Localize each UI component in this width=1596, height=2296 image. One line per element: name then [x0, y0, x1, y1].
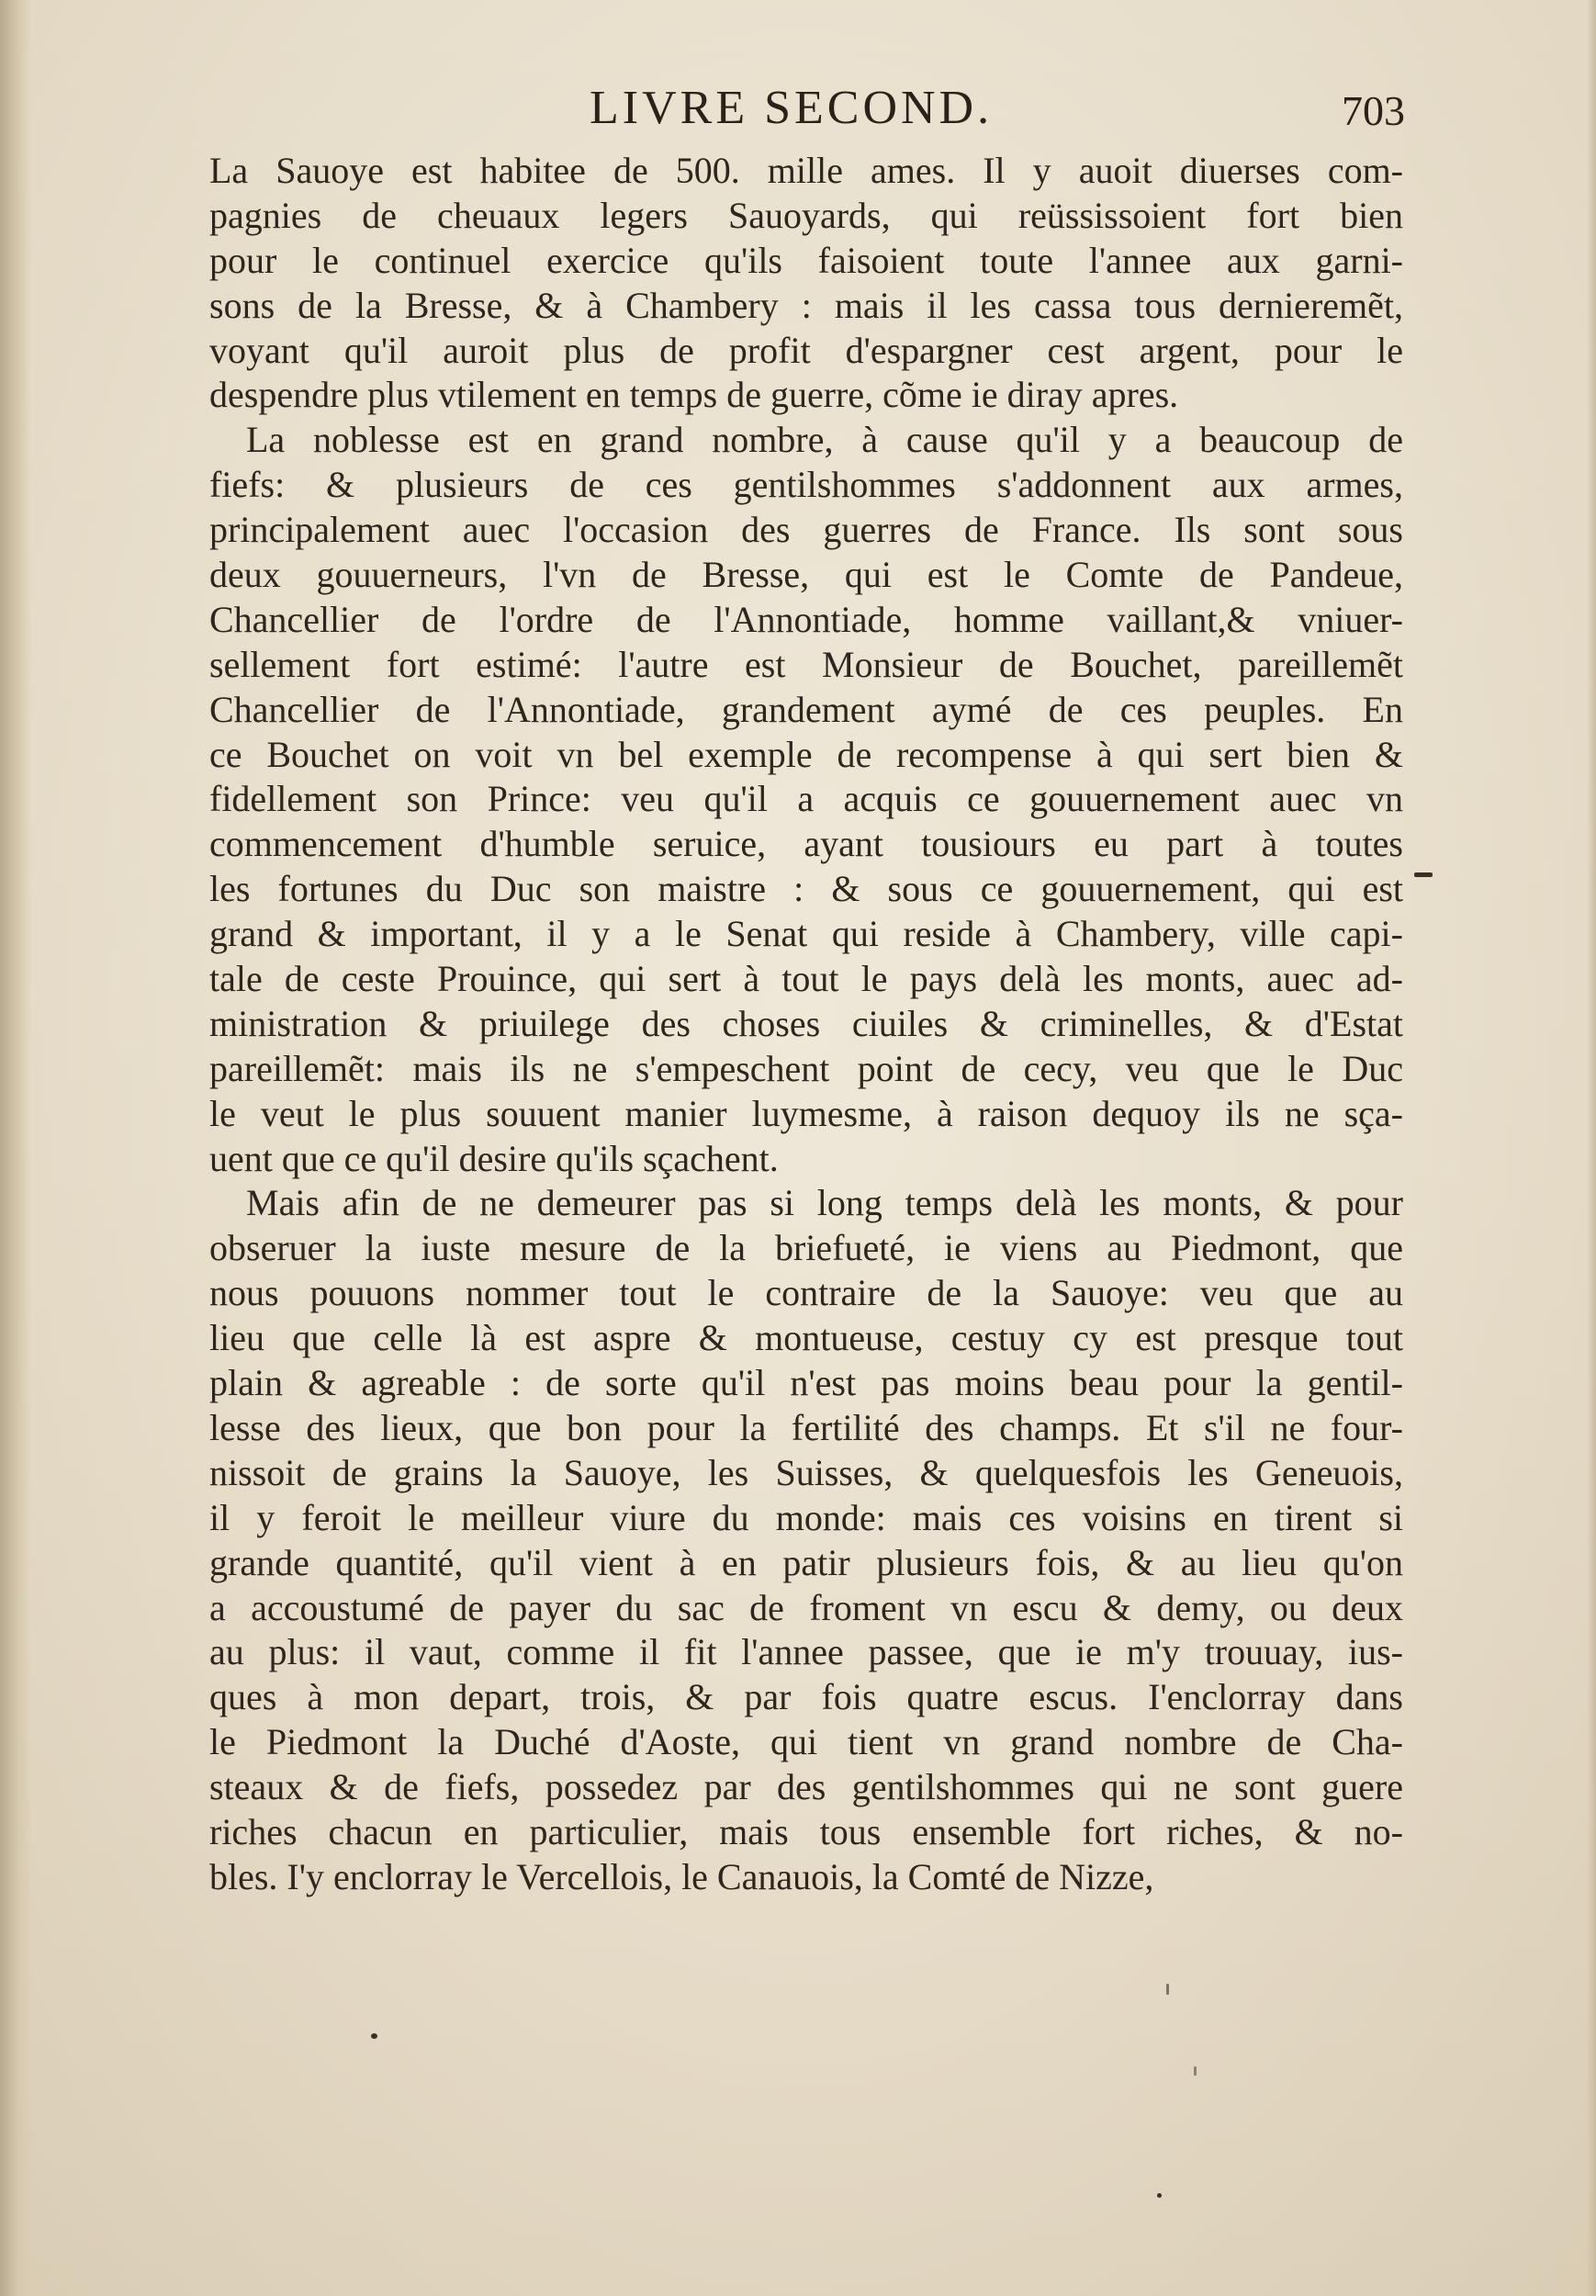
text-line: uent que ce qu'il desire qu'ils sçachent.: [209, 1137, 779, 1179]
text-line: grande quantité, qu'il vient à en patir plusieurs fois, & au lieu qu'on: [209, 1541, 1403, 1583]
paper-speck: [1166, 1984, 1169, 1995]
text-line: ministration & priuilege des choses ciuiles & criminelles, & d'Estat: [209, 1002, 1403, 1044]
text-line: fiefs: & plusieurs de ces gentilshommes s'addonnent aux armes,: [209, 464, 1403, 506]
text-line: au plus: il vaut, comme il fit l'annee passee, que ie m'y trouuay, ius-: [209, 1631, 1403, 1673]
text-line: commencement d'humble seruice, ayant tousiours eu part à toutes: [209, 823, 1403, 865]
paper-speck: [1157, 2193, 1162, 2198]
text-line: les fortunes du Duc son maistre : & sous ce gouuernement, qui est: [209, 868, 1403, 910]
text-line: pagnies de cheuaux legers Sauoyards, qui reüssissoient fort bien: [209, 194, 1403, 236]
page-header: [211, 81, 1405, 145]
page-number: 703: [1342, 87, 1405, 134]
text-line: fidellement son Prince: veu qu'il a acquis ce gouuernement auec vn: [209, 778, 1403, 820]
text-line: ques à mon depart, trois, & par fois quatre escus. I'enclorray dans: [209, 1676, 1403, 1718]
text-line: Chancellier de l'ordre de l'Annontiade, homme vaillant,& vniuer-: [209, 598, 1403, 640]
body-text: [209, 149, 1403, 1900]
paper-speck: [371, 2033, 377, 2039]
text-line: La Sauoye est habitee de 500. mille ames. Il y auoit diuerses com-: [209, 150, 1403, 191]
text-line: steaux & de fiefs, possedez par des gentilshommes qui ne sont guere: [209, 1766, 1403, 1808]
text-line: principalement auec l'occasion des guerres de France. Ils sont sous: [209, 509, 1403, 551]
text-line: tale de ceste Prouince, qui sert à tout le pays delà les monts, auec ad-: [209, 958, 1403, 1000]
text-line: sellement fort estimé: l'autre est Monsieur de Bouchet, pareillemẽt: [209, 643, 1403, 685]
text-line: le veut le plus souuent manier luymesme, à raison dequoy ils ne sça-: [209, 1092, 1403, 1134]
text-line: ce Bouchet on voit vn bel exemple de recompense à qui sert bien &: [209, 733, 1403, 775]
paper-speck: [1194, 2066, 1197, 2076]
text-line: Mais afin de ne demeurer pas si long temps delà les monts, & pour: [246, 1182, 1403, 1224]
text-line: plain & agreable : de sorte qu'il n'est pas moins beau pour la gentil-: [209, 1362, 1403, 1404]
text-line: nous pouuons nommer tout le contraire de la Sauoye: veu que au: [209, 1272, 1403, 1314]
text-line: grand & important, il y a le Senat qui reside à Chambery, ville capi-: [209, 913, 1403, 955]
text-line: a accoustumé de payer du sac de froment vn escu & demy, ou deux: [209, 1586, 1403, 1628]
page-outer-edge: [1587, 0, 1596, 2296]
text-line: Chancellier de l'Annontiade, grandement aymé de ces peuples. En: [209, 688, 1403, 730]
text-line: pareillemẽt: mais ils ne s'empeschent point de cecy, veu que le Duc: [209, 1047, 1403, 1089]
text-line: riches chacun en particulier, mais tous ensemble fort riches, & no-: [209, 1810, 1403, 1852]
paper-speck: [1414, 872, 1433, 877]
text-line: le Piedmont la Duché d'Aoste, qui tient vn grand nombre de Cha-: [209, 1721, 1403, 1763]
text-line: il y feroit le meilleur viure du monde: mais ces voisins en tirent si: [209, 1496, 1403, 1538]
text-line: pour le continuel exercice qu'ils faisoient toute l'annee aux garni-: [209, 239, 1403, 281]
text-line: bles. I'y enclorray le Vercellois, le Canauois, la Comté de Nizze,: [209, 1855, 1154, 1897]
running-title: LIVRE SECOND.: [590, 82, 994, 134]
text-line: voyant qu'il auroit plus de profit d'espargner cest argent, pour le: [209, 329, 1403, 371]
page-gutter-edge: [0, 0, 31, 2296]
text-line: lesse des lieux, que bon pour la fertilité des champs. Et s'il ne four-: [209, 1406, 1403, 1448]
text-line: obseruer la iuste mesure de la briefueté, ie viens au Piedmont, que: [209, 1227, 1403, 1269]
text-line: La noblesse est en grand nombre, à cause qu'il y a beaucoup de: [246, 419, 1403, 461]
text-line: sons de la Bresse, & à Chambery : mais il les cassa tous dernieremẽt,: [209, 284, 1403, 326]
text-line: nissoit de grains la Sauoye, les Suisses, & quelquesfois les Geneuois,: [209, 1451, 1403, 1493]
text-line: deux gouuerneurs, l'vn de Bresse, qui est le Comte de Pandeue,: [209, 554, 1403, 596]
text-line: despendre plus vtilement en temps de guerre, cõme ie diray apres.: [209, 374, 1179, 416]
text-line: lieu que celle là est aspre & montueuse, cestuy cy est presque tout: [209, 1317, 1403, 1359]
